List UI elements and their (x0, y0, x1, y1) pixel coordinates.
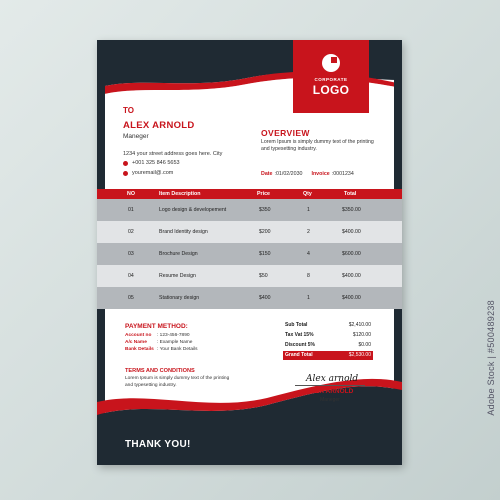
date-value: :01/02/2030 (274, 171, 303, 177)
table-row (97, 287, 402, 309)
table-row (97, 221, 402, 243)
client-phone (123, 160, 180, 166)
logo-big-text: LOGO (312, 83, 350, 97)
row-price: $200 (259, 229, 271, 235)
overview-title: OVERVIEW (261, 128, 310, 138)
to-label: TO (123, 106, 134, 115)
row-no: 04 (128, 273, 134, 279)
email-text[interactable]: youremail@.com (132, 170, 174, 176)
header-item: Item Description (159, 191, 201, 197)
header-qty: Qty (303, 191, 312, 197)
summary-grand-total (283, 351, 373, 360)
row-item: Resume Design (159, 273, 196, 279)
row-no: 02 (128, 229, 134, 235)
logo-mark-icon (322, 54, 340, 72)
terms-text: Lorem Ipsum is simply dummy text of the printing and typesetting industry. (125, 376, 230, 388)
row-qty: 4 (307, 251, 310, 257)
invoice-field (311, 171, 353, 177)
table-row (97, 265, 402, 287)
payment-key: A/c Name (125, 340, 147, 345)
row-total: $400.00 (342, 295, 361, 301)
row-total: $400.00 (342, 229, 361, 235)
phone-text: +001 325 846 5653 (132, 160, 180, 166)
row-total: $350.00 (342, 207, 361, 213)
row-item: Brochure Design (159, 251, 198, 257)
client-role: Maneger (123, 133, 149, 140)
row-price: $400 (259, 295, 271, 301)
signature-role: Maneger (320, 397, 340, 403)
summary-discount (283, 341, 373, 350)
summary-value: $2,410.00 (348, 322, 371, 328)
row-qty: 8 (307, 273, 310, 279)
payment-key: Bank Details (125, 347, 154, 352)
header-no: NO (127, 191, 135, 197)
invoice-value: :0001234 (331, 171, 354, 177)
row-no: 05 (128, 295, 134, 301)
row-total: $400.00 (342, 273, 361, 279)
table-row (97, 243, 402, 265)
terms-title: TERMS AND CONDITIONS (125, 368, 195, 374)
payment-method-title: PAYMENT METHOD: (125, 323, 188, 330)
phone-icon (123, 161, 128, 166)
row-qty: 1 (307, 295, 310, 301)
summary-tax (283, 331, 373, 340)
row-price: $150 (259, 251, 271, 257)
summary-value: $120.00 (352, 332, 371, 338)
payment-value: : Your Bank Details (157, 347, 198, 352)
summary-label: Discount 5% (285, 342, 316, 348)
payment-value: : Example Name (157, 340, 193, 345)
payment-value: : 123-456-7890 (157, 333, 190, 338)
signature-name: ALEX ARNOLD (306, 388, 354, 395)
summary-value: $2,530.00 (348, 352, 371, 358)
row-qty: 1 (307, 207, 310, 213)
items-table-header (97, 189, 402, 199)
payment-row-bank (125, 347, 198, 352)
row-item: Stationary design (159, 295, 200, 301)
payment-key: Account no (125, 333, 152, 338)
header-total: Total (344, 191, 357, 197)
date-field (261, 171, 302, 177)
date-label: Date (261, 171, 273, 177)
payment-row-name (125, 340, 192, 345)
client-address (123, 151, 222, 157)
header-price: Price (257, 191, 270, 197)
invoice-meta (261, 171, 354, 177)
address-text: 1234 your street address goes here. City (123, 151, 223, 157)
overview-text: Lorem Ipsum is simply dummy text of the printing and typesetting industry. (261, 139, 374, 152)
payment-row-account (125, 333, 190, 338)
table-row (97, 199, 402, 221)
stock-watermark: Adobe Stock | #500489238 (486, 300, 496, 416)
summary-value: $0.00 (358, 342, 371, 348)
row-price: $350 (259, 207, 271, 213)
row-price: $50 (259, 273, 268, 279)
invoice-sheet (97, 40, 402, 465)
signature-script: Alex arnold (306, 374, 359, 384)
row-no: 03 (128, 251, 134, 257)
summary-label: Grand Total (285, 352, 313, 358)
summary-label: Tax Vat 15% (285, 332, 314, 338)
signature-line (295, 385, 365, 386)
logo-small-text: CORPORATE (314, 77, 348, 82)
thank-you-text: THANK YOU! (125, 439, 191, 450)
corporate-logo (293, 40, 369, 113)
row-no: 01 (128, 207, 134, 213)
row-total: $600.00 (342, 251, 361, 257)
summary-subtotal (283, 321, 373, 330)
row-qty: 2 (307, 229, 310, 235)
invoice-label: Invoice (311, 171, 330, 177)
client-email[interactable] (123, 170, 173, 176)
row-item: Logo design & developement (159, 207, 227, 213)
summary-label: Sub Total (285, 322, 308, 328)
client-name: ALEX ARNOLD (123, 120, 195, 131)
email-icon (123, 171, 128, 176)
row-item: Brand Identity design (159, 229, 208, 235)
